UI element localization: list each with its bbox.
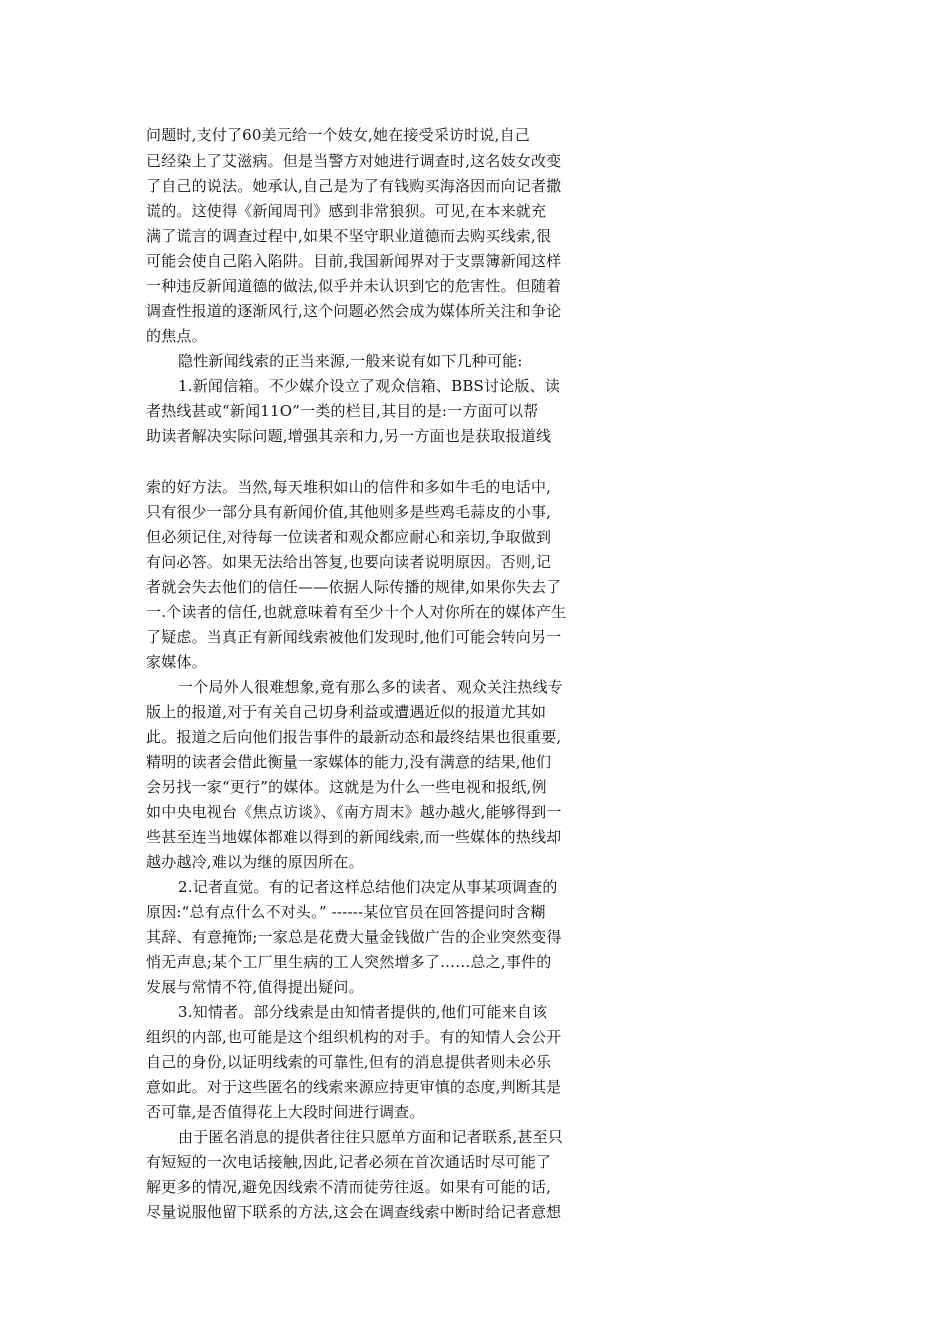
text-line: 者热线甚或“新闻11O”一类的栏目,其目的是:一方面可以帮 [146,402,539,420]
text-line: 调查性报道的逐渐风行,这个问题必然会成为媒体所关注和争论 [146,302,562,320]
text-line: 已经染上了艾滋病。但是当警方对她进行调查时,这名妓女改变 [146,152,562,170]
text-line: 的焦点。 [146,327,207,345]
text-line: 精明的读者会借此衡量一家媒体的能力,没有满意的结果,他们 [146,753,552,771]
text-line: 会另找一家“更行”的媒体。这就是为什么一些电视和报纸,例 [146,778,547,796]
paragraph-first-line: 由于匿名消息的提供者往往只愿单方面和记者联系,甚至只 [178,1128,563,1146]
text-line: 只有很少一部分具有新闻价值,其他则多是些鸡毛蒜皮的小事, [146,503,552,521]
text-line: 问题时,支付了60美元给一个妓女,她在接受采访时说,自己 [146,126,530,144]
text-line: 有短短的一次电话接触,因此,记者必须在首次通话时尽可能了 [146,1153,552,1171]
text-line: 谎的。这使得《新闻周刊》感到非常狼狈。可见,在本来就充 [146,202,547,220]
text-line: 但必须记住,对待每一位读者和观众都应耐心和亲切,争取做到 [146,528,552,546]
text-line: 满了谎言的调查过程中,如果不坚守职业道德而去购买线索,很 [146,227,552,245]
text-line: 自己的身份,以证明线索的可靠性,但有的消息提供者则未必乐 [146,1053,552,1071]
text-line: 索的好方法。当然,每天堆积如山的信件和多如牛毛的电话中, [146,478,552,496]
text-line: 发展与常情不符,值得提出疑问。 [146,978,364,996]
text-line: 些甚至连当地媒体都难以得到的新闻线索,而一些媒体的热线却 [146,828,562,846]
text-line: 者就会失去他们的信任——依据人际传播的规律,如果你失去了 [146,578,562,596]
text-line: 可能会使自己陷入陷阱。目前,我国新闻界对于支票簿新闻这样 [146,252,562,270]
text-line: 否可靠,是否值得花上大段时间进行调查。 [146,1103,425,1121]
text-line: 一.个读者的信任,也就意味着有至少十个人对你所在的媒体产生 [146,603,567,621]
text-line: 如中央电视台《焦点访谈》、《南方周末》越办越火,能够得到一 [146,803,562,821]
text-line: 助读者解决实际问题,增强其亲和力,另一方面也是获取报道线 [146,427,552,445]
paragraph-first-line: 隐性新闻线索的正当来源,一般来说有如下几种可能: [178,352,523,370]
text-line: 有问必答。如果无法给出答复,也要向读者说明原因。否则,记 [146,553,552,571]
text-line: 组织的内部,也可能是这个组织机构的对手。有的知情人会公开 [146,1028,562,1046]
text-line: 其辞、有意掩饰;一家总是花费大量金钱做广告的企业突然变得 [146,928,562,946]
text-line: 了自己的说法。她承认,自己是为了有钱购买海洛因而向记者撒 [146,177,562,195]
paragraph-first-line: 3.知情者。部分线索是由知情者提供的,他们可能来自该 [178,1003,548,1021]
paragraph-first-line: 一个局外人很难想象,竟有那么多的读者、观众关注热线专 [178,678,563,696]
text-line: 解更多的情况,避免因线索不清而徒劳往返。如果有可能的话, [146,1178,552,1196]
text-line: 意如此。对于这些匿名的线索来源应持更审慎的态度,判断其是 [146,1078,562,1096]
text-line: 悄无声息;某个工厂里生病的工人突然增多了……总之,事件的 [146,953,552,971]
text-line: 此。报道之后向他们报告事件的最新动态和最终结果也很重要, [146,728,562,746]
text-line: 了疑虑。当真正有新闻线索被他们发现时,他们可能会转向另一 [146,628,562,646]
paragraph-first-line: 1.新闻信箱。不少媒介设立了观众信箱、BBS讨论版、读 [178,377,561,395]
text-line: 越办越冷,难以为继的原因所在。 [146,853,364,871]
text-line: 一种违反新闻道德的做法,似乎并未认识到它的危害性。但随着 [146,277,562,295]
paragraph-first-line: 2.记者直觉。有的记者这样总结他们决定从事某项调查的 [178,878,558,896]
text-line: 尽量说服他留下联系的方法,这会在调查线索中断时给记者意想 [146,1203,562,1221]
text-line: 家媒体。 [146,653,207,671]
text-line: 原因:“总有点什么不对头。” ------某位官员在回答提问时含糊 [146,903,546,921]
text-line: 版上的报道,对于有关自己切身利益或遭遇近似的报道尤其如 [146,703,547,721]
